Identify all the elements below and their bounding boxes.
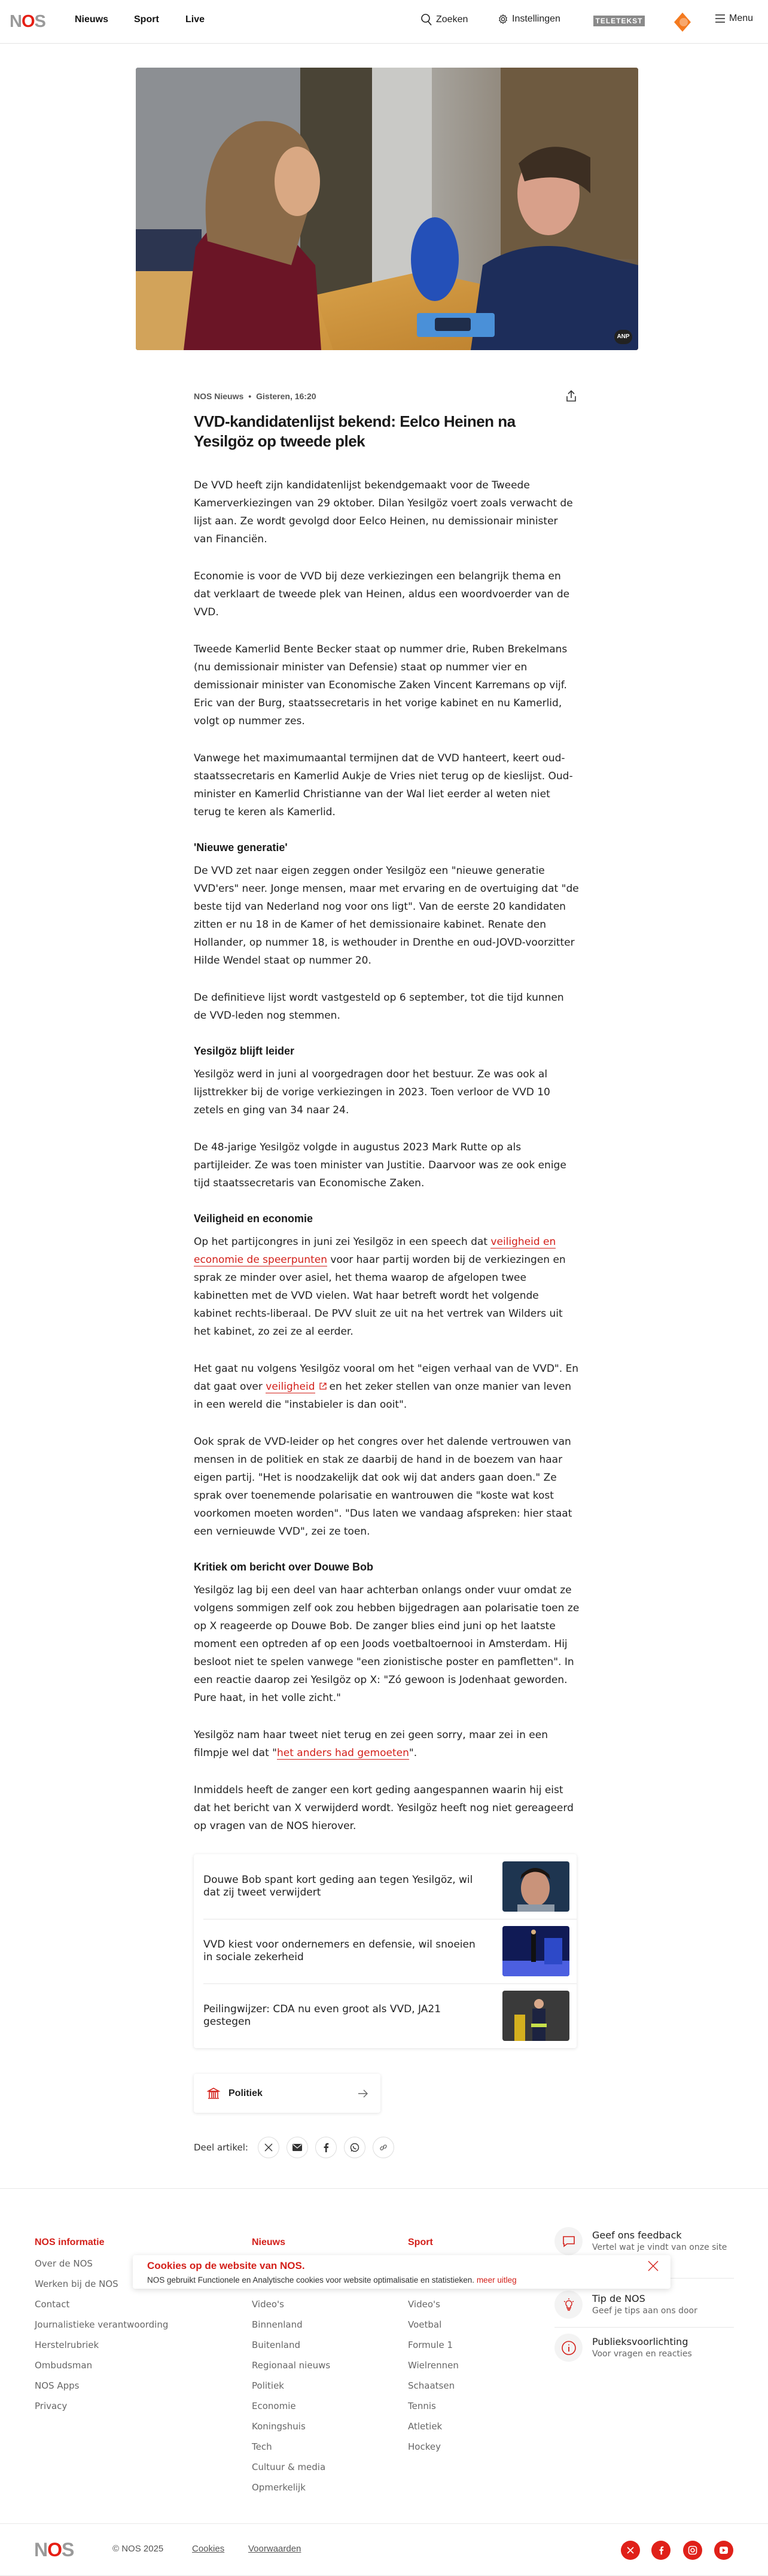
cookie-text: NOS gebruikt Functionele en Analytische cookies voor website optimalisatie en statistieken. xyxy=(147,2276,475,2285)
footer-link[interactable]: Atletiek xyxy=(408,2421,443,2432)
share-whatsapp-button[interactable] xyxy=(344,2137,365,2158)
footer-link[interactable]: Privacy xyxy=(35,2401,68,2411)
footer-list-item xyxy=(252,2461,330,2481)
lightbulb-icon xyxy=(554,2291,583,2319)
social-youtube-link[interactable] xyxy=(714,2541,733,2560)
cookie-banner xyxy=(133,2255,671,2289)
footer-heading: Sport xyxy=(408,2237,433,2247)
tip-link[interactable] xyxy=(554,2291,734,2319)
search-icon xyxy=(420,13,432,26)
contact-title: Tip de NOS xyxy=(592,2292,645,2304)
paragraph-text: Op het partijcongres in juni zei Yesilgöz in een speech dat xyxy=(194,1236,491,1248)
share-x-button[interactable] xyxy=(258,2137,279,2158)
footer-link[interactable]: Buitenland xyxy=(252,2340,300,2350)
footer-list-item xyxy=(252,2441,330,2461)
external-link-icon xyxy=(319,1382,327,1390)
bottom-bar xyxy=(0,2523,768,2576)
contact-subtitle: Geef je tips aan ons door xyxy=(592,2305,697,2316)
paragraph-text: voor haar partij worden bij de verkiezingen en sprak ze minder over asiel, het thema waarop de afgelopen twee kabinetten met de VVD vielen. Wat haar betreft wordt het volgende kabinet rechts-liberaal. De PVV sluit ze uit na het vertrek van Wilders uit het kabinet, zo zei ze al eerder. xyxy=(194,1254,566,1338)
section-heading: Kritiek om bericht over Douwe Bob xyxy=(194,1561,374,1573)
arrow-right-icon xyxy=(358,2089,368,2098)
related-article-title: Douwe Bob spant kort geding aan tegen Yesilgöz, wil dat zij tweet verwijdert xyxy=(203,1874,473,1898)
footer-list-item xyxy=(252,2359,330,2380)
footer-link-list xyxy=(408,2298,459,2461)
paragraph-text: en het zeker stellen van onze manier van leven in een wereld die "instabieler is dan ooit". xyxy=(194,1381,572,1411)
cookies-link[interactable]: Cookies xyxy=(192,2544,225,2554)
paragraph-text: Yesilgöz nam haar tweet niet terug en zei geen sorry, maar zei in een filmpje wel dat " xyxy=(194,1729,548,1759)
paragraph-text: Ook sprak de VVD-leider op het congres over het dalende vertrouwen van mensen in de politiek en stak ze daarbij de hand in de boezem van haar eigen partij. "Het is noodzakelijk dat ook wij dat anders gaan doen." Ze sprak over toenemende polarisatie en wantrouwen die "koste wat kost voorkomen moeten worden". "Dus laten we vandaag afspreken: hier staat een vernieuwde VVD", zei ze toen. xyxy=(194,1436,572,1538)
related-article[interactable] xyxy=(194,1983,577,2048)
whatsapp-icon xyxy=(350,2143,359,2152)
footer-list-item xyxy=(35,2298,168,2319)
menu-button[interactable] xyxy=(715,13,753,24)
hero-image xyxy=(136,68,638,350)
close-icon[interactable] xyxy=(648,2261,659,2271)
footer-list-item xyxy=(408,2441,459,2461)
article-paragraph xyxy=(194,1433,580,1541)
footer-list-item xyxy=(408,2339,459,2359)
article-paragraph xyxy=(194,1138,580,1192)
paragraph-text: De VVD heeft zijn kandidatenlijst bekendgemaakt voor de Tweede Kamerverkiezingen van 29 oktober. Dilan Yesilgöz voert zoals verwacht de lijst aan. Ze wordt gevolgd door Eelco Heinen, nu demissionair minister van Financiën. xyxy=(194,479,573,545)
publieksvoorlichting-link[interactable] xyxy=(554,2334,734,2362)
paragraph-text: Inmiddels heeft de zanger een kort geding aangespannen waarin hij eist dat het bericht van X verwijderd wordt. Yesilgöz heeft nog niet gereageerd op vragen van de NOS hierover. xyxy=(194,1784,574,1832)
share-email-button[interactable] xyxy=(287,2137,308,2158)
footer-list-item xyxy=(35,2359,168,2380)
contact-subtitle: Voor vragen en reacties xyxy=(592,2349,692,2359)
footer-link[interactable]: Herstelrubriek xyxy=(35,2340,99,2350)
related-article[interactable] xyxy=(194,1919,577,1983)
section-heading: Yesilgöz blijft leider xyxy=(194,1045,295,1057)
settings-button[interactable] xyxy=(498,13,560,25)
article-paragraph xyxy=(194,862,580,970)
paragraph-text: De VVD zet naar eigen zeggen onder Yesilgöz een "nieuwe generatie VVD'ers" neer. Jonge mensen, maar met ervaring en de overtuiging dat "de beste tijd van Nederland nog voor ons ligt". Van de eerste 20 kandidaten zitten er nu 18 in de Kamer of het demissionaire kabinet. Renate den Hollander, op nummer 18, is wethouder in Drenthe en oud-JOVD-voorzitter Hilde Wendel staat op nummer 20. xyxy=(194,865,579,967)
footer-list-item xyxy=(252,2298,330,2319)
contact-subtitle: Vertel wat je vindt van onze site xyxy=(592,2242,727,2252)
section-heading: 'Nieuwe generatie' xyxy=(194,842,288,853)
paragraph-text: De 48-jarige Yesilgöz volgde in augustus 2023 Mark Rutte op als partijleider. Ze was toen minister van Justitie. Daarvoor was ze ook enige tijd staatssecretaris van Economische Zaken. xyxy=(194,1141,566,1189)
footer-link-list xyxy=(252,2298,330,2502)
mail-icon xyxy=(292,2144,302,2151)
paragraph-text: De definitieve lijst wordt vastgesteld op 6 september, tot die tijd kunnen de VVD-leden nog stemmen. xyxy=(194,992,564,1022)
footer-list-item xyxy=(408,2380,459,2400)
footer-link[interactable]: Formule 1 xyxy=(408,2340,453,2350)
footer-link[interactable]: Video's xyxy=(252,2299,284,2310)
footer-link[interactable]: Video's xyxy=(408,2299,440,2310)
article-title: VVD-kandidatenlijst bekend: Eelco Heinen na Yesilgöz op tweede plek xyxy=(194,412,516,450)
contact-title: Geef ons feedback xyxy=(592,2229,682,2241)
related-article-thumbnail xyxy=(502,1926,569,1976)
footer-link[interactable]: Journalistieke verantwoording xyxy=(35,2319,169,2330)
paragraph-text: Economie is voor de VVD bij deze verkiezingen een belangrijk thema en dat verklaart de tweede plek van Heinen, aldus een woordvoerder van de VVD. xyxy=(194,570,570,618)
footer-link[interactable]: Binnenland xyxy=(252,2319,303,2330)
copy-link-button[interactable] xyxy=(373,2137,394,2158)
related-article-title: Peilingwijzer: CDA nu even groot als VVD, JA21 gestegen xyxy=(203,2003,441,2028)
social-instagram-link[interactable] xyxy=(683,2541,702,2560)
footer-list-item xyxy=(252,2420,330,2441)
related-article-thumbnail xyxy=(502,1991,569,2041)
footer-link[interactable]: Tennis xyxy=(408,2401,436,2411)
footer-list-item xyxy=(252,2481,330,2502)
footer-list-item xyxy=(252,2400,330,2420)
footer-list-item xyxy=(408,2298,459,2319)
footer-list-item xyxy=(408,2359,459,2380)
chat-icon xyxy=(554,2227,583,2255)
footer-list-item xyxy=(252,2319,330,2339)
article-time: Gisteren, 16:20 xyxy=(256,391,316,401)
footer-link[interactable]: Voetbal xyxy=(408,2319,442,2330)
article-paragraph xyxy=(194,567,580,621)
footer-link[interactable]: Werken bij de NOS xyxy=(35,2279,118,2289)
footer-link[interactable]: Tech xyxy=(252,2441,272,2452)
topic-link-politiek[interactable] xyxy=(194,2074,380,2113)
related-article-title: VVD kiest voor ondernemers en defensie, wil snoeien in sociale zekerheid xyxy=(203,1939,476,1963)
footer-list-item xyxy=(35,2380,168,2400)
footer-list-item xyxy=(35,2400,168,2420)
link-icon xyxy=(379,2143,388,2152)
paragraph-text: Vanwege het maximumaantal termijnen dat de VVD hanteert, keert oud-staatssecretaris en Kamerlid Aukje de Vries niet terug op de kieslijst. Oud-minister en Kamerlid Christianne van der Wal liet eerder al weten niet terug te keren als Kamerlid. xyxy=(194,752,573,818)
paragraph-text: Yesilgöz lag bij een deel van haar achterban onlangs onder vuur omdat ze volgens sommigen zelf ook zou hebben bijgedragen aan polarisatie toen ze op X reageerde op Douwe Bob. De zanger blies eind juni op het laatste moment een optreden af op een Joods voetbaltoernooi in Amsterdam. Hij besloot niet te spelen vanwege "een zionistische poster en pamfletten". In een reactie daarop zei Yesilgöz op X: "Zó gewoon is Jodenhaat geworden. Pure haat, in het volle zicht." xyxy=(194,1584,580,1704)
footer-list-item xyxy=(35,2339,168,2359)
footer-list-item xyxy=(408,2420,459,2441)
paragraph-text: ". xyxy=(409,1747,417,1759)
feedback-link[interactable] xyxy=(554,2227,734,2255)
menu-label: Menu xyxy=(729,13,754,23)
teletekst-logo[interactable]: TELETEKST xyxy=(593,16,645,26)
footer-link[interactable]: Economie xyxy=(252,2401,296,2411)
terms-link[interactable]: Voorwaarden xyxy=(248,2544,301,2554)
article-paragraph xyxy=(194,1065,580,1119)
paragraph-text: Het gaat nu volgens Yesilgöz vooral om het "eigen verhaal van de VVD". En dat gaat over xyxy=(194,1363,579,1393)
share-bar xyxy=(194,2137,580,2158)
search-label: Zoeken xyxy=(436,14,468,25)
cookie-more-link[interactable]: meer uitleg xyxy=(476,2276,517,2285)
share-facebook-button[interactable] xyxy=(315,2137,337,2158)
related-article[interactable] xyxy=(194,1854,577,1919)
article-paragraph xyxy=(194,1581,580,1707)
inline-link[interactable]: veiligheid en economie de speerpunten xyxy=(194,1236,556,1266)
youtube-icon xyxy=(719,2546,729,2554)
divider xyxy=(554,2327,734,2328)
parliament-icon xyxy=(207,2087,220,2100)
footer-heading: NOS informatie xyxy=(35,2237,105,2247)
inline-link[interactable]: veiligheid xyxy=(266,1381,315,1393)
footer-link[interactable]: Schaatsen xyxy=(408,2380,455,2391)
footer-list-item xyxy=(252,2339,330,2359)
article-paragraph xyxy=(194,640,580,730)
contact-title: Publieksvoorlichting xyxy=(592,2335,688,2347)
meta-separator: • xyxy=(248,391,252,401)
npo-start-logo[interactable] xyxy=(672,12,693,32)
footer-link[interactable]: Opmerkelijk xyxy=(252,2482,306,2493)
related-articles xyxy=(194,1854,577,2048)
site-footer xyxy=(0,2188,768,2523)
nav-sport[interactable]: Sport xyxy=(134,14,159,25)
social-x-link[interactable] xyxy=(621,2541,640,2560)
article-meta xyxy=(194,389,580,403)
footer-list-item xyxy=(252,2380,330,2400)
paragraph-text: Tweede Kamerlid Bente Becker staat op nummer drie, Ruben Brekelmans (nu demissionair minister van Defensie) staat op nummer vier en demissionair minister van Economische Zaken Vincent Karremans op vijf. Eric van der Burg, staatssecretaris in het vorige kabinet en nu Kamerlid, volgt op nummer zes. xyxy=(194,643,568,727)
footer-link[interactable]: Regionaal nieuws xyxy=(252,2360,331,2371)
social-facebook-link[interactable] xyxy=(651,2541,671,2560)
cookie-title: Cookies op de website van NOS. xyxy=(147,2260,305,2271)
inline-link[interactable]: het anders had gemoeten xyxy=(276,1747,409,1759)
footer-link[interactable]: Hockey xyxy=(408,2441,441,2452)
info-icon xyxy=(554,2334,583,2362)
footer-link[interactable]: NOS Apps xyxy=(35,2380,80,2391)
share-icon[interactable] xyxy=(564,389,578,403)
footer-link[interactable]: Over de NOS xyxy=(35,2258,93,2269)
related-article-thumbnail xyxy=(502,1861,569,1912)
footer-link[interactable]: Koningshuis xyxy=(252,2421,306,2432)
nos-logo[interactable]: NOS xyxy=(10,12,45,31)
x-icon xyxy=(264,2143,273,2152)
article xyxy=(194,389,580,2158)
x-icon xyxy=(627,2547,634,2554)
article-paragraph xyxy=(194,1233,580,1341)
facebook-icon xyxy=(659,2545,664,2555)
article-body xyxy=(194,476,580,1835)
article-paragraph xyxy=(194,749,580,821)
footer-link[interactable]: Politiek xyxy=(252,2380,284,2391)
article-paragraph xyxy=(194,989,580,1025)
share-label: Deel artikel: xyxy=(194,2142,248,2153)
nos-footer-logo[interactable]: NOS xyxy=(34,2539,74,2560)
article-paragraph xyxy=(194,1360,580,1414)
hamburger-icon xyxy=(715,14,726,23)
footer-list-item xyxy=(408,2319,459,2339)
topic-label: Politiek xyxy=(228,2088,263,2098)
photo-credit: ANP xyxy=(614,330,632,344)
search-button[interactable] xyxy=(420,13,468,26)
copyright: © NOS 2025 xyxy=(112,2544,164,2554)
footer-list-item xyxy=(35,2319,168,2339)
article-source: NOS Nieuws xyxy=(194,391,244,401)
footer-link[interactable]: Contact xyxy=(35,2299,70,2310)
footer-link[interactable]: Wielrennen xyxy=(408,2360,459,2371)
footer-list-item xyxy=(408,2400,459,2420)
paragraph-text: Yesilgöz werd in juni al voorgedragen door het bestuur. Ze was ook al lijsttrekker bij de vorige verkiezingen in 2023. Toen verloor de VVD 10 zetels en ging van 34 naar 24. xyxy=(194,1068,550,1116)
nav-nieuws[interactable]: Nieuws xyxy=(75,14,109,25)
article-paragraph xyxy=(194,1726,580,1762)
facebook-icon xyxy=(323,2143,329,2152)
settings-label: Instellingen xyxy=(512,14,560,24)
gear-icon xyxy=(498,13,508,25)
article-paragraph xyxy=(194,476,580,548)
article-paragraph xyxy=(194,1781,580,1835)
section-heading: Veiligheid en economie xyxy=(194,1213,313,1225)
footer-link[interactable]: Cultuur & media xyxy=(252,2462,326,2472)
instagram-icon xyxy=(688,2545,697,2555)
footer-heading: Nieuws xyxy=(252,2237,286,2247)
nav-live[interactable]: Live xyxy=(185,14,205,25)
site-header xyxy=(0,0,768,44)
footer-link[interactable]: Ombudsman xyxy=(35,2360,93,2371)
